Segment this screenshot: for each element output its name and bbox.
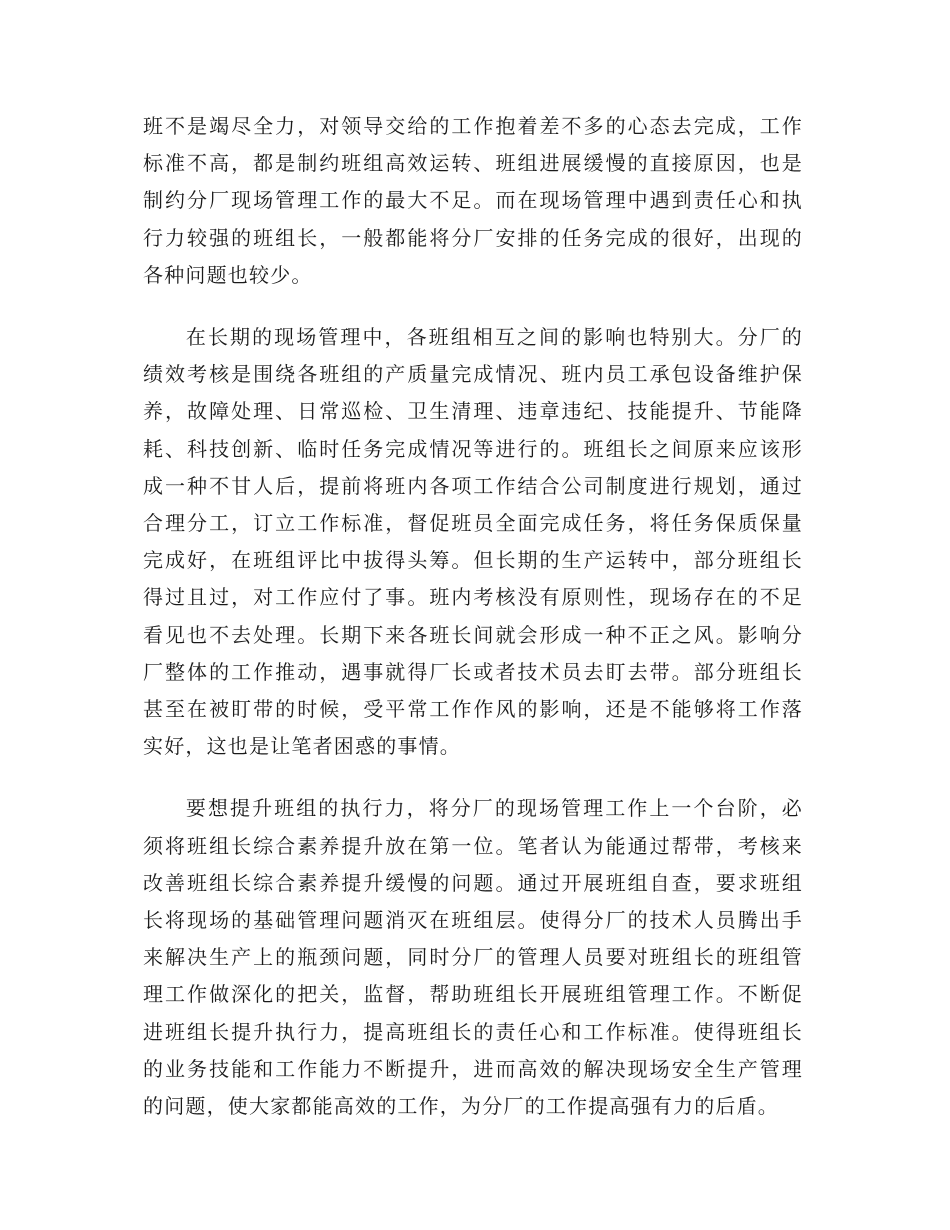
paragraph-2 [143,319,803,765]
text-line: 理工作做深化的把关，监督，帮助班组长开展班组管理工作。不断促 [143,982,803,1007]
text-line: 耗、科技创新、临时任务完成情况等进行的。班组长之间原来应该形 [143,436,803,461]
text-line: 甚至在被盯带的时候，受平常工作作风的影响，还是不能够将工作落 [143,697,803,722]
text-line: 须将班组长综合素养提升放在第一位。笔者认为能通过帮带，考核来 [143,833,803,858]
text-line: 得过且过，对工作应付了事。班内考核没有原则性，现场存在的不足 [143,585,803,610]
text-line: 的问题，使大家都能高效的工作，为分厂的工作提高强有力的后盾。 [143,1094,779,1119]
text-line: 完成好，在班组评比中拔得头筹。但长期的生产运转中，部分班组长 [143,548,803,573]
text-line: 长将现场的基础管理问题消灭在班组层。使得分厂的技术人员腾出手 [143,908,803,933]
text-line: 制约分厂现场管理工作的最大不足。而在现场管理中遇到责任心和执 [143,188,803,213]
text-line: 的业务技能和工作能力不断提升，进而高效的解决现场安全生产管理 [143,1056,803,1081]
text-line-content: 在长期的现场管理中，各班组相互之间的影响也特别大。分厂的 [185,325,803,350]
paragraph-3 [143,790,803,1125]
text-line: 进班组长提升执行力，提高班组长的责任心和工作标准。使得班组长 [143,1019,803,1044]
text-line: 成一种不甘人后，提前将班内各项工作结合公司制度进行规划，通过 [143,473,803,498]
text-line: 标准不高，都是制约班组高效运转、班组进展缓慢的直接原因，也是 [143,151,803,176]
text-line: 各种问题也较少。 [143,262,313,287]
text-line: 养，故障处理、日常巡检、卫生清理、违章违纪、技能提升、节能降 [143,399,803,424]
text-line: 合理分工，订立工作标准，督促班员全面完成任务，将任务保质保量 [143,511,803,536]
text-line: 看见也不去处理。长期下来各班长间就会形成一种不正之风。影响分 [143,622,803,647]
text-line: 绩效考核是围绕各班组的产质量完成情况、班内员工承包设备维护保 [143,362,803,387]
text-line: 改善班组长综合素养提升缓慢的问题。通过开展班组自查，要求班组 [143,870,803,895]
paragraph-1 [143,108,803,294]
text-line: 班不是竭尽全力，对领导交给的工作抱着差不多的心态去完成，工作 [143,114,803,138]
text-line: 来解决生产上的瓶颈问题，同时分厂的管理人员要对班组长的班组管 [143,945,803,970]
text-line-content: 要想提升班组的执行力，将分厂的现场管理工作上一个台阶，必 [185,796,803,821]
text-line: 行力较强的班组长，一般都能将分厂安排的任务完成的很好，出现的 [143,225,803,250]
body-text [143,108,803,1125]
text-line: 厂整体的工作推动，遇事就得厂长或者技术员去盯去带。部分班组长 [143,659,803,684]
text-line: 实好，这也是让笔者困惑的事情。 [143,734,461,759]
text-line-first [143,790,803,827]
text-line-first [143,319,803,356]
